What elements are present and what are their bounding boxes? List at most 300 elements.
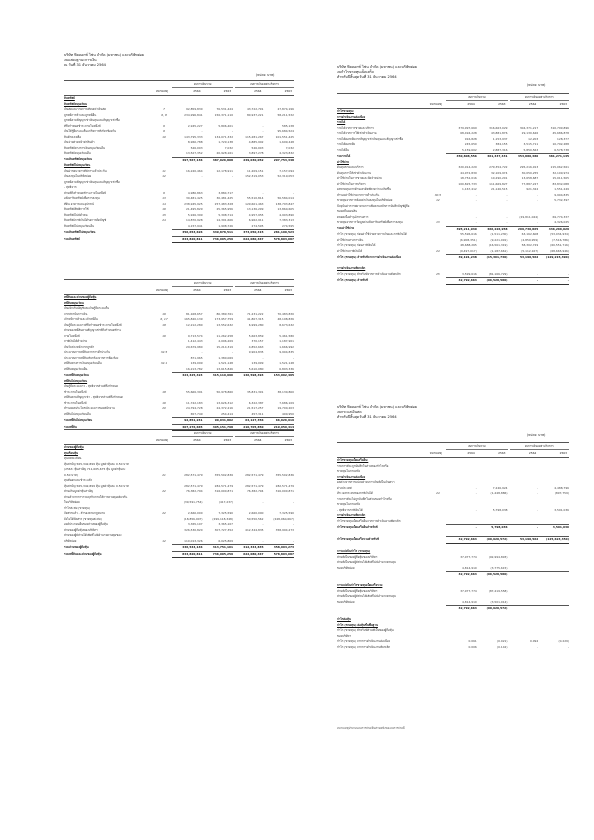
amount-cell: 326,530,820 <box>184 527 203 532</box>
row-label: หนี้สินทางการเงินหมุนเวียนอื่น <box>64 361 102 365</box>
statement-row <box>337 278 569 285</box>
consolidated-heading: งบการเงินรวม <box>446 444 507 450</box>
row-label: รวมรายได้ <box>337 153 351 158</box>
year-heading: 2564 <box>254 438 262 442</box>
separate-heading: งบการเงินเฉพาะกิจการ <box>510 444 569 450</box>
amount-cell: (4,859,959) <box>521 237 539 242</box>
amount-cell: 1,551,249 <box>554 187 569 191</box>
amount-cell: - <box>537 192 539 197</box>
amount-cell: (68,665,946) <box>550 248 569 253</box>
separate-heading: งบการเงินเฉพาะกิจการ <box>235 431 294 437</box>
amount-cell: 66,026,919 <box>264 418 295 425</box>
amount-cell: 3,884,717 <box>218 190 234 195</box>
amount-cell: 1,167,412 <box>462 187 477 191</box>
row-label: ทุนเรือนหุ้น <box>64 450 79 455</box>
row-label: ค่าใช้จ่ายในการขายและจัดจำหน่าย <box>337 176 382 180</box>
amount-cell: - <box>506 214 508 219</box>
amount-cell: 282,571,479 <box>245 472 264 477</box>
row-label: ส่วนของผู้มีส่วนได้เสียที่ไม่มีอำนาจควบคุมของ <box>64 533 122 537</box>
statement-date: สำหรับปีสิ้นสุดวันที่ 31 ธันวาคม 2564 <box>337 75 397 80</box>
amount-cell: 254,414 <box>221 411 234 416</box>
note-ref: 19 <box>162 207 166 211</box>
amount-cell: (87,419,558) <box>488 588 508 593</box>
row-label: ค่าใช้จ่ายในการบริหาร <box>337 181 366 186</box>
amount-cell: 355,502,836 <box>214 472 234 477</box>
amount-cell: 13,860,605 <box>277 207 294 211</box>
amount-cell: - <box>508 525 539 531</box>
note-ref <box>430 278 446 285</box>
statement-date: ณ วันที่ 31 ธันวาคม 2564 <box>64 63 106 68</box>
amount-cell: - <box>292 355 294 360</box>
amount-cell: - <box>292 538 294 543</box>
amount-cell: 25,365,956 <box>216 207 234 211</box>
note-ref: 18 <box>162 322 166 327</box>
amount-cell: (18,856,907) <box>183 516 203 521</box>
row-label: สินทรัพย์หมุนเวียนอื่น <box>64 151 91 156</box>
amount-cell: 41,807,315 <box>246 317 264 321</box>
amount-cell: 19,700,203 <box>277 406 294 410</box>
row-label: ของคลื่นแผนสิน <box>337 209 358 213</box>
amount-cell: 24,794,728 <box>186 406 203 410</box>
amount-cell: 55,596,616 <box>460 232 477 236</box>
amount-cell: - <box>537 271 539 276</box>
amount-cell: 2,096,209 <box>218 339 234 343</box>
row-label: รวมสินทรัพย์ <box>64 236 80 241</box>
row-label: ส่วนต่ำจากการรวมธุรกิจภายใต้การควบคุมเดียวกัน <box>64 494 128 499</box>
row-label: กำไร (ขาดทุน) สำหรับปีจากการดำเนินงานต่อเนื่อง <box>337 254 402 259</box>
amount-cell: 42,792,664 <box>446 278 477 285</box>
income-statement-header <box>337 65 417 81</box>
note-ref: 13 <box>162 196 166 200</box>
year-heading: 2564 <box>528 102 537 106</box>
amount-cell: 412,344,835 <box>245 527 264 532</box>
row-label: กำไร (ขาดทุน) จากการดำเนินงานที่ยกเลิก <box>337 644 391 649</box>
amount-cell: 42,792,664 <box>446 537 477 544</box>
row-label: ส่วนที่เป็นของผู้มีส่วนได้เสียที่ไม่มีอำนาจควบคุม <box>337 560 396 564</box>
amount-cell: 13,615,846 <box>216 366 234 371</box>
row-label: ส่วนที่ถึงกำหนดชำระภายในหนึ่งปี <box>64 190 106 195</box>
amount-cell: 361,437,431 <box>477 154 508 160</box>
amount-cell: 37,977,774 <box>460 554 477 559</box>
statement-row <box>64 236 294 243</box>
assets-table <box>64 96 294 243</box>
amount-cell: 150,371,110 <box>214 112 234 117</box>
row-label: ของบริษัทย่อย <box>337 565 355 570</box>
column-header <box>64 80 294 96</box>
row-label: รวมหนี้สินหมุนเวียน <box>64 372 89 377</box>
amount-cell: 313,751,161 <box>203 545 233 552</box>
amount-cell: 384,155 <box>495 142 508 146</box>
row-label: หุ้นสามัญ 565,342,899 หุ้น มูลค่าหุ้นละ 0.50 บาท <box>64 461 129 466</box>
amount-cell: 16,213,782 <box>186 366 203 371</box>
amount-cell: 4,814,910 <box>462 565 477 570</box>
amount-cell: (15,361,730) <box>477 255 508 261</box>
amount-cell: 358,994,273 <box>275 527 294 532</box>
row-label: รวมหนี้สินไม่หมุนเวียน <box>64 418 93 422</box>
row-label: รายได้ดอกเบี้ย <box>337 142 356 146</box>
amount-cell: 55,510,814 <box>246 196 264 200</box>
amount-cell: 42,792,664 <box>446 606 477 612</box>
row-label: กำไร (ขาดทุน) สำหรับปีจากการดำเนินงานที่ยกเลิก <box>337 271 401 276</box>
note-ref: 32.5 <box>160 350 168 354</box>
amount-cell: 21,146,515 <box>490 187 508 191</box>
amount-cell: - <box>567 644 569 649</box>
row-label: (2563: หุ้นสามัญ 711,005,675 หุ้น มูลค่าหุ้นละ <box>64 467 126 471</box>
row-label: สินทรัพย์ภาษีเงินได้รอการตัดบัญชี <box>64 218 107 222</box>
amount-cell: 2,660,000 <box>248 511 264 515</box>
column-header <box>337 93 569 109</box>
row-label: รายการที่จะถูกบันทึกในส่วนของกำไรหรือ <box>337 463 389 468</box>
column-header <box>337 442 569 458</box>
row-label: การแบ่งปันกำไร (ขาดทุน) <box>337 549 371 553</box>
amount-cell: (92,994,893) <box>488 554 508 559</box>
amount-cell: 400,950 <box>282 411 294 416</box>
row-label: รายได้จากการให้เช่าดำเนินงาน <box>337 131 377 135</box>
consolidated-heading: งบการเงินรวม <box>172 82 233 88</box>
row-label: กำไรต่อหุ้น <box>337 617 351 621</box>
amount-cell: (53,034,934) <box>550 232 569 236</box>
amount-cell: 3,365,107 <box>218 522 234 526</box>
amount-cell: 77,887,227 <box>521 181 539 186</box>
amount-cell: (29,811,044) <box>519 214 539 219</box>
row-label: เจ้าหนี้การค้าและเจ้าหนี้อื่น <box>64 317 98 321</box>
amount-cell: 1,187,901 <box>279 339 294 343</box>
note-heading: หมายเหตุ <box>156 438 168 442</box>
amount-cell: (129,215,390) <box>538 255 569 261</box>
amount-cell: (3,501,014) <box>490 599 508 604</box>
row-label: จากสถาบันการเงิน <box>64 311 88 316</box>
row-label: ขาดทุนจากการวัดมูลค่าอสังหาริมทรัพย์เพื่อการลงทุน <box>337 220 403 225</box>
amount-cell: 282,571,479 <box>275 483 294 488</box>
amount-cell: - <box>262 123 264 128</box>
amount-cell: (16,561,319) <box>488 243 508 247</box>
amount-cell: - <box>292 500 294 504</box>
cashflow-table <box>337 458 569 650</box>
amount-cell: 7,383,313 <box>279 218 294 222</box>
amount-cell: 9,713,574 <box>187 333 203 338</box>
amount-cell: 10,290,201 <box>490 176 508 180</box>
amount-cell: 6,322,387 <box>248 400 264 405</box>
amount-cell: 4,980,863 <box>187 190 203 195</box>
amount-cell: 55,666,391 <box>186 389 203 394</box>
amount-cell: 1,521,148 <box>218 361 234 365</box>
amount-cell: 215,062,561 <box>550 165 569 169</box>
amount-cell: 324,425,424 <box>172 373 202 379</box>
year-heading: 2563 <box>498 451 506 455</box>
row-label: เงินเบิกเกินบัญชีและเงินกู้ยืมระยะสั้น <box>64 306 109 310</box>
amount-cell: 13,658,687 <box>521 176 539 180</box>
amount-cell: - <box>231 129 234 133</box>
amount-cell: 210,705,850 <box>233 424 263 431</box>
note-ref: 16 <box>162 311 166 316</box>
amount-cell: 100,825,733 <box>458 181 477 186</box>
row-label: ผลต่างจากการแปลงค่างบการเงินที่เป็นเงินตรา <box>337 480 395 484</box>
unit-label: (หน่วย: บาท) <box>527 433 546 437</box>
row-label: กำไรขาดทุนเบ็ดเสร็จอื่นสำหรับปี <box>337 524 378 529</box>
note-ref: 20 <box>162 406 166 410</box>
note-ref: 24 <box>436 491 440 495</box>
note-heading: หมายเหตุ <box>156 89 168 93</box>
amount-cell: 16,240,464 <box>186 168 203 173</box>
note-ref: 22 <box>162 489 166 493</box>
amount-cell: 71,231,222 <box>246 311 264 316</box>
note-ref: 25 <box>436 271 440 276</box>
amount-cell: - <box>201 350 203 354</box>
row-label: ต้นทุนขายและบริการ <box>337 165 364 169</box>
amount-cell: 92,851,241 <box>172 418 202 425</box>
amount-cell: 546,003 <box>190 145 203 150</box>
row-label: ยังไม่ได้จัดสรร (ขาดทุนสะสม) <box>64 516 102 521</box>
amount-cell: - <box>446 525 477 531</box>
amount-cell: - <box>231 174 234 178</box>
row-label: รวมสินทรัพย์ไม่หมุนเวียน <box>64 230 96 234</box>
consolidated-heading: งบการเงินรวม <box>446 95 507 101</box>
amount-cell: 12,212,280 <box>186 322 203 327</box>
amount-cell: 14,391,606 <box>216 218 234 222</box>
amount-cell: 436,266,029 <box>538 226 569 232</box>
amount-cell: 0.061 <box>468 639 477 643</box>
note-ref <box>156 551 172 558</box>
amount-cell: 5,798,036 <box>477 525 508 531</box>
amount-cell: - <box>537 644 539 649</box>
amount-cell: 7,157,094 <box>279 168 294 173</box>
amount-cell: (1,187,661) <box>490 248 508 253</box>
amount-cell: 92,859,830 <box>186 107 203 111</box>
amount-cell: (1,511,230) <box>490 232 508 236</box>
amount-cell: 5,398,714 <box>218 212 234 217</box>
row-label: รวมหนี้สินและส่วนของผู้ถือหุ้น <box>64 551 102 556</box>
amount-cell: 7,686,109 <box>279 400 294 405</box>
amount-cell: 63,162,608 <box>521 232 539 236</box>
amount-cell: 4,852,663 <box>248 344 264 349</box>
note-ref: 22 <box>162 511 166 515</box>
amount-cell: 138,793,847 <box>275 201 294 206</box>
statement-title: งบกระแสเงินสด <box>337 410 362 415</box>
row-label: กำไร (ขาดทุน) จากการดำเนินงานต่อเนื่อง <box>337 639 390 643</box>
note-ref: 24 <box>436 248 440 253</box>
note-ref: 32.1 <box>160 361 168 365</box>
amount-cell: 395,211,940 <box>446 226 477 232</box>
row-label: หนี้สินไม่หมุนเวียน <box>64 378 88 383</box>
amount-cell: 5,806,401 <box>218 123 234 128</box>
amount-cell: 1,699,448 <box>279 140 294 144</box>
row-label: หุ้นสามัญ 565,342,899 หุ้น มูลค่าหุ้นละ 0.50 บาท <box>64 483 129 488</box>
amount-cell: - <box>506 192 508 197</box>
amount-cell: 76,382,794 <box>246 489 264 493</box>
amount-cell: 27,874,196 <box>277 107 294 111</box>
amount-cell: 245,650 <box>464 142 477 146</box>
row-label: ในบริษัทย่อย <box>64 500 80 504</box>
amount-cell: - <box>537 198 539 202</box>
amount-cell: 53,190,562 <box>508 537 539 544</box>
amount-cell: 843,820,811 <box>172 551 202 558</box>
amount-cell: 95,684,524 <box>277 129 294 133</box>
row-label: กำไร (ขาดทุน) สำหรับปีส่วนที่เป็นของผู้ถือหุ้น <box>337 628 394 632</box>
amount-cell: 373,050,415 <box>233 230 263 237</box>
amount-cell: (299,118,348) <box>212 516 234 521</box>
amount-cell: - <box>567 271 569 276</box>
row-label: สินทรัพย์ไม่หมุนเวียนอื่น <box>64 223 94 228</box>
row-label: สินทรัพย์ <box>64 96 75 100</box>
amount-cell: - <box>262 355 264 360</box>
amount-cell: 30,481,425 <box>186 196 203 200</box>
amount-cell: 657,749 <box>190 411 203 416</box>
amount-cell: 53,190,562 <box>508 255 539 261</box>
amount-cell: 32,109,974 <box>552 170 569 175</box>
amount-cell: - <box>201 129 203 133</box>
amount-cell: 274,595 <box>282 223 294 228</box>
row-label: ขาดทุนในภายหลัง <box>337 502 361 506</box>
year-heading: 2564 <box>254 288 262 292</box>
amount-cell: 585,138 <box>282 123 294 128</box>
row-label: ของบริษัทฯ <box>337 633 351 638</box>
amount-cell: 843,820,811 <box>172 236 202 243</box>
amount-cell: 366,226,958 <box>477 226 508 232</box>
amount-cell: 5,610,080 <box>248 366 264 371</box>
row-label: รายได้อื่น <box>337 147 349 152</box>
row-label: ที่ถึงกำหนดชำระภายในหนึ่งปี <box>64 123 101 128</box>
row-label: รวมค่าใช้จ่าย <box>337 226 355 231</box>
amount-cell: 9,904,835 <box>279 350 294 354</box>
amount-cell: 50,978,860 <box>216 389 234 394</box>
amount-cell: 1,521,148 <box>279 361 294 365</box>
amount-cell: 58,302,729 <box>521 243 539 247</box>
row-label: ลูกหนี้การค้าและลูกหนี้อื่น <box>64 112 97 117</box>
amount-cell: 5,732,397 <box>554 198 569 202</box>
amount-cell: 128,377 <box>557 136 569 141</box>
amount-cell: 282,571,479 <box>214 483 234 488</box>
row-label: กำไรขาดทุนเบ็ดเสร็จอื่น: <box>337 458 369 462</box>
amount-cell: (0.021) <box>496 639 508 643</box>
amount-cell: (81,166,729) <box>488 271 508 276</box>
amount-cell: 56,584,014 <box>277 196 294 200</box>
equity-table <box>64 445 294 558</box>
note-ref: 21 <box>162 472 166 477</box>
amount-cell: - <box>292 190 294 195</box>
amount-cell: 299,730,865 <box>508 226 539 232</box>
amount-cell: 736,905,259 <box>203 236 233 243</box>
row-label: ต้นทุนการให้เช่าดำเนินงาน <box>337 170 372 175</box>
amount-cell: 2,945,227 <box>187 123 203 128</box>
amount-cell: 11,262,258 <box>216 333 234 338</box>
amount-cell: 48,198,836 <box>277 317 294 321</box>
amount-cell: 736,905,259 <box>203 551 233 558</box>
amount-cell: - <box>538 278 569 285</box>
amount-cell: 6,578,738 <box>554 147 569 152</box>
amount-cell: 356,653,626 <box>172 230 202 237</box>
row-label: กำไร (ขาดทุน) ก่อนค่าใช้จ่ายทางการเงินและภาษีเงินได้ <box>337 232 407 236</box>
row-label: จัดสรรแล้ว - สำรองตามกฎหมาย <box>64 511 105 515</box>
column-header <box>64 429 294 445</box>
amount-cell: 2,660,000 <box>187 511 203 515</box>
amount-cell: 5,926,399 <box>187 212 203 217</box>
year-heading: 2564 <box>528 451 537 455</box>
amount-cell: 219,959,414 <box>264 424 295 431</box>
amount-cell: 320,914,229 <box>458 165 477 169</box>
amount-cell: 297,753,348 <box>264 157 295 163</box>
income-table <box>337 109 569 285</box>
amount-cell: (897,759) <box>554 491 569 495</box>
year-heading: 2563 <box>559 451 567 455</box>
consolidated-heading: งบการเงินรวม <box>172 431 233 437</box>
row-label: กำไร (ขาดทุน) ก่อนภาษีเงินได้ <box>337 243 376 247</box>
row-label: ประมาณการหนี้สินจากการค้ำประกัน <box>64 350 110 354</box>
amount-cell: 4,323,832 <box>279 151 294 155</box>
footnote: หมายเหตุประกอบงบการเงินเป็นส่วนหนึ่งของงบการเงินนี้ <box>337 726 405 730</box>
amount-cell: 6,893,336 <box>279 366 294 371</box>
row-label: สำรองผลประโยชน์ระยะยาวของพนักงาน <box>64 406 115 410</box>
amount-cell: 916,828 <box>464 136 477 141</box>
amount-cell: 4,157,941 <box>187 223 203 228</box>
amount-cell: 281,190,523 <box>264 230 295 237</box>
amount-cell: - <box>475 507 477 512</box>
amount-cell: - <box>537 491 539 495</box>
row-label: ส่วนที่เป็นของผู้ถือหุ้นของบริษัทฯ <box>337 554 378 559</box>
amount-cell: 15,214,319 <box>216 344 234 349</box>
row-label: ขาดทุนจากการด้อยค่าเงินลงทุนในบริษัทย่อย <box>337 198 393 202</box>
unit-label: (หน่วย: บาท) <box>527 83 546 87</box>
row-label: บริษัทย่อย <box>64 538 77 543</box>
amount-cell: 316,000,871 <box>275 489 294 493</box>
amount-cell: - <box>475 491 477 495</box>
row-label: ลูกหนี้ตามสัญญาเช่าเงินทุนและสัญญาเช่าซื้อ <box>64 179 120 184</box>
amount-cell: (417,237) <box>218 500 234 504</box>
amount-cell: 457,311 <box>251 411 264 416</box>
amount-cell: 152,319,053 <box>245 174 264 178</box>
amount-cell: 3,599,616 <box>462 271 477 276</box>
amount-cell: 9,904,835 <box>248 350 264 354</box>
row-label: รายการที่จะไม่ถูกบันทึกในส่วนของกำไรหรือ <box>337 496 392 501</box>
note-ref: 18 <box>162 389 166 394</box>
amount-cell: 1,412,443 <box>187 339 203 343</box>
row-label: 0.50 บาท) <box>64 472 78 477</box>
amount-cell: 274,595 <box>251 223 264 228</box>
amount-cell: 64,127,356 <box>233 418 263 425</box>
amount-cell: 111,669,827 <box>489 181 508 186</box>
row-label: สินทรัพย์ไม่มีตัวตน <box>64 212 88 217</box>
amount-cell: 282,571,479 <box>184 472 203 477</box>
amount-cell: (6,908,351) <box>459 237 477 242</box>
amount-cell: - <box>475 192 477 197</box>
row-label: รวมส่วนของผู้ถือหุ้น <box>64 545 89 549</box>
amount-cell: 15,011,565 <box>552 176 569 180</box>
note-ref: 12 <box>162 174 166 178</box>
amount-cell: 304,371,217 <box>519 125 539 130</box>
amount-cell: 282,571,479 <box>184 483 203 488</box>
amount-cell: 5,798,038 <box>492 507 508 512</box>
amount-cell: 21,495,829 <box>186 207 203 211</box>
amount-cell: 146,598,494 <box>233 373 263 379</box>
amount-cell: (0.229) <box>558 639 569 643</box>
row-label: รวมสินทรัพย์หมุนเวียน <box>64 157 92 162</box>
amount-cell: 412,344,835 <box>233 545 263 552</box>
row-label: สินค้าคงเหลือ <box>64 134 82 139</box>
row-label: ที่ดิน อาคารและอุปกรณ์ <box>64 201 94 206</box>
row-label: การดำเนินงานต่อเนื่อง <box>337 474 366 479</box>
amount-cell: 5,850,563 <box>523 147 539 152</box>
amount-cell: 8,673,632 <box>279 322 294 327</box>
amount-cell: - <box>201 174 203 178</box>
amount-cell: 295,216,913 <box>519 165 539 169</box>
row-label: ขาดทุนในภายหลัง <box>337 469 361 473</box>
note-heading: หมายเหตุ <box>156 288 168 292</box>
amount-cell: - <box>262 500 264 504</box>
year-heading: 2563 <box>223 438 232 442</box>
amount-cell: 310,799,896 <box>550 125 569 130</box>
amount-cell: 282,571,479 <box>245 483 264 488</box>
amount-cell: 238,945,925 <box>184 201 203 206</box>
amount-cell: - <box>262 538 264 543</box>
